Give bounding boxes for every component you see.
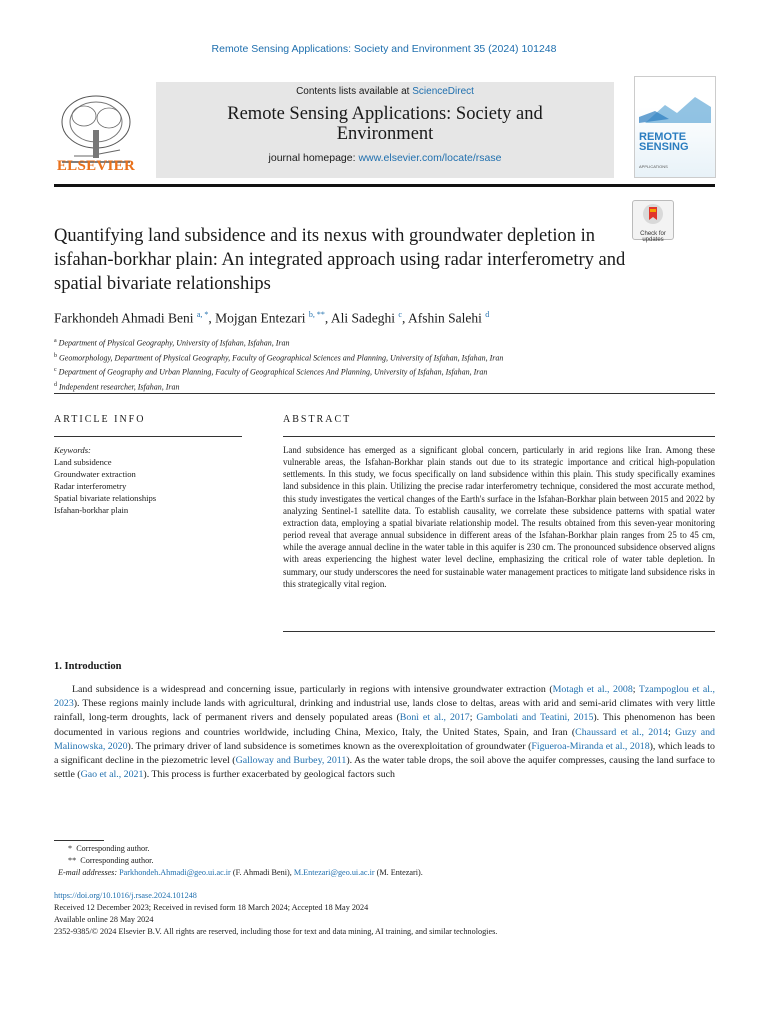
abstract-heading: ABSTRACT xyxy=(283,414,352,425)
citation-link[interactable]: Figueroa-Miranda et al., 2018 xyxy=(531,740,650,752)
keyword-item: Groundwater extraction xyxy=(54,469,136,479)
author-list: Farkhondeh Ahmadi Beni $^{a, *}$, Mojgan Entezari $^{b, **}$, Ali Sadeghi $^c$, Afshin Salehi $^d$ xyxy=(54,310,490,326)
email-link[interactable]: M.Entezari@geo.ui.ac.ir xyxy=(293,868,375,877)
homepage-link[interactable]: www.elsevier.com/locate/rsase xyxy=(358,152,502,164)
citation-link[interactable]: Tzampoglou et al., 2023 xyxy=(54,684,715,710)
bookmark-check-icon xyxy=(642,203,664,225)
footnote-rule xyxy=(54,840,104,841)
footnote-corresponding-2: ** Corresponding author. xyxy=(68,856,154,865)
footnote-corresponding-1: * Corresponding author. xyxy=(68,844,150,853)
email-link[interactable]: Parkhondeh.Ahmadi@geo.ui.ac.ir xyxy=(119,868,231,877)
affiliation-item: $^b$ Geomorphology, Department of Physical Geography, Faculty of Geographical Sciences and Planning, University of Isfahan, Isfahan, Iran xyxy=(54,352,504,363)
author-name[interactable]: Mojgan Entezari xyxy=(215,310,306,326)
citation-link[interactable]: Chaussard et al., 2014 xyxy=(575,726,669,738)
author-marks[interactable]: b, ** xyxy=(308,310,325,319)
footnotes xyxy=(54,840,715,879)
author-marks[interactable]: c xyxy=(398,310,402,319)
keyword-item: Land subsidence xyxy=(54,457,112,467)
cover-graphic-icon xyxy=(635,77,715,127)
journal-title: Remote Sensing Applications: Society and Environment xyxy=(227,104,543,144)
affiliations xyxy=(54,335,503,394)
article-info-heading: ARTICLE INFO xyxy=(54,414,146,425)
available-online: Available online 28 May 2024 xyxy=(54,915,154,924)
author-name[interactable]: Farkhondeh Ahmadi Beni xyxy=(54,310,194,326)
citation-link[interactable]: Gao et al., 2021 xyxy=(80,769,144,781)
citation-link[interactable]: Motagh et al., 2008 xyxy=(552,684,633,695)
header-divider xyxy=(54,184,715,187)
abstract-bottom-divider xyxy=(283,631,715,632)
citation-link[interactable]: Bonì et al., 2017 xyxy=(399,712,470,724)
contents-line xyxy=(156,86,614,97)
author-marks[interactable]: a, * xyxy=(196,310,209,319)
contents-prefix: Contents lists available at xyxy=(296,86,413,97)
copyright-notice: 2352-9385/© 2024 Elsevier B.V. All rights are reserved, including those for text and data mining, AI training, and similar technologies. xyxy=(54,927,498,936)
keywords-label: Keywords: xyxy=(54,445,91,455)
citation-link[interactable]: Gambolati and Teatini, 2015 xyxy=(476,712,594,724)
affiliation-item: $^a$ Department of Physical Geography, University of Isfahan, Isfahan, Iran xyxy=(54,338,290,348)
introduction-paragraph: Land subsidence is a widespread and concerning issue, particularly in regions with intensive groundwater extraction (Motagh et al., 2008; Tzampoglou et al., 2023). These regions mainly include lands with agricultural, drinking and industrial use, lands close to deltas, areas with arid and semi-arid climates with very little rainfall, long-term droughts, lack of permanent rivers and densely populated areas (Bonì et al., 2017; Gambolati and Teatini, 2015). This phenomenon has been documented in various regions and countries worldwide, including China, Mexico, Italy, the United States, Spain, and Iran (Chaussard et al., 2014; Guzy and Malinowska, 2020). The primary driver of land subsidence is sometimes known as the overexploitation of groundwater (Figueroa-Miranda et al., 2018), which leads to a significant decline in the piezometric level (Galloway and Burbey, 2011). As the water table drops, the soil above the aquifer compresses, causing the land surface to settle (Gao et al., 2021). This process is further exacerbated by geological factors such xyxy=(54,684,716,781)
article-title: Quantifying land subsidence and its nexus with groundwater depletion in isfahan-borkhar plain: An integrated approach using radar interferometry and spatial bivariate relationships xyxy=(54,226,626,294)
cover-subtitle: APPLICATIONS xyxy=(639,164,668,169)
section-divider xyxy=(54,393,715,394)
received-dates: Received 12 December 2023; Received in revised form 18 March 2024; Accepted 18 May 2024 xyxy=(54,903,369,912)
sciencedirect-link[interactable]: ScienceDirect xyxy=(412,86,474,97)
check-for-updates-button[interactable] xyxy=(632,200,674,243)
doi-link[interactable]: https://doi.org/10.1016/j.rsase.2024.101248 xyxy=(54,891,197,900)
citation-link[interactable]: Guzy and Malinowska, 2020 xyxy=(54,726,715,752)
introduction-heading: 1. Introduction xyxy=(54,661,122,672)
affiliation-item: $^d$ Independent researcher, Isfahan, Iran xyxy=(54,381,180,392)
homepage-line xyxy=(156,152,614,164)
keyword-item: Radar interferometry xyxy=(54,481,127,491)
keyword-item: Spatial bivariate relationships xyxy=(54,493,157,503)
affiliation-item: $^c$ Department of Geography and Urban Planning, Faculty of Geographical Sciences And Planning, University of Isfahan, Isfahan, Iran xyxy=(54,367,488,377)
journal-cover-image[interactable] xyxy=(634,76,716,178)
abstract-text: Land subsidence has emerged as a significant global concern, particularly in arid regions like Iran. Among these vulnerable areas, the Isfahan-Borkhar plain stands out due to its strategic importance and critical high-population settlements. In this study, we focus specifically on land subsidence within this plain. This study specifically examines land subsidence in this plain. Utilizing the precise radar interferometry technique, considered the most accurate method, this study investigates the vertical changes of the Earth's surface in the Isfahan-Borkhar plain between 2015 and 2022 by analyzing Sentinel-1 satellite data. To establish causality, we correlate these subsidence patterns with spatial water extraction data, employing a spatial bivariate relationship model. The results obtained from this seven-year monitoring period reveal that average annual subsidence in different areas of the Isfahan-Borkhar plain ranges from 25 to 45 cm, while the average annual decline in the water table in this aquifer is 230 cm. The pronounced subsidence observed aligns with areas experiencing the highest water level decline, emphasizing the critical role of water table depletion. In summary, our study underscores the need for sustainable water management practices to mitigate land subsidence risks in this strategically vital region. xyxy=(283,445,715,589)
cover-title: REMOTE SENSING xyxy=(639,131,689,153)
journal-info-box xyxy=(156,82,614,178)
author-name[interactable]: Afshin Salehi xyxy=(407,310,482,326)
article-history xyxy=(54,890,715,938)
article-info-divider xyxy=(54,436,242,437)
journal-citation-link[interactable]: Remote Sensing Applications: Society and Environment 35 (2024) 101248 xyxy=(211,43,557,55)
publisher-wordmark: ELSEVIER xyxy=(56,158,136,174)
abstract-divider xyxy=(283,436,715,437)
keywords-block xyxy=(54,444,244,516)
check-for-updates-label: Check for updates xyxy=(640,231,666,243)
homepage-prefix: journal homepage: xyxy=(268,152,359,164)
citation-link[interactable]: Galloway and Burbey, 2011 xyxy=(235,755,347,767)
footnote-emails: E-mail addresses: Parkhondeh.Ahmadi@geo.ui.ac.ir (F. Ahmadi Beni), M.Entezari@geo.ui.ac.ir (M. Entezari). xyxy=(58,868,423,877)
author-marks[interactable]: d xyxy=(485,310,490,319)
keyword-item: Isfahan-borkhar plain xyxy=(54,505,129,515)
author-name[interactable]: Ali Sadeghi xyxy=(330,310,396,326)
journal-header xyxy=(54,74,715,182)
